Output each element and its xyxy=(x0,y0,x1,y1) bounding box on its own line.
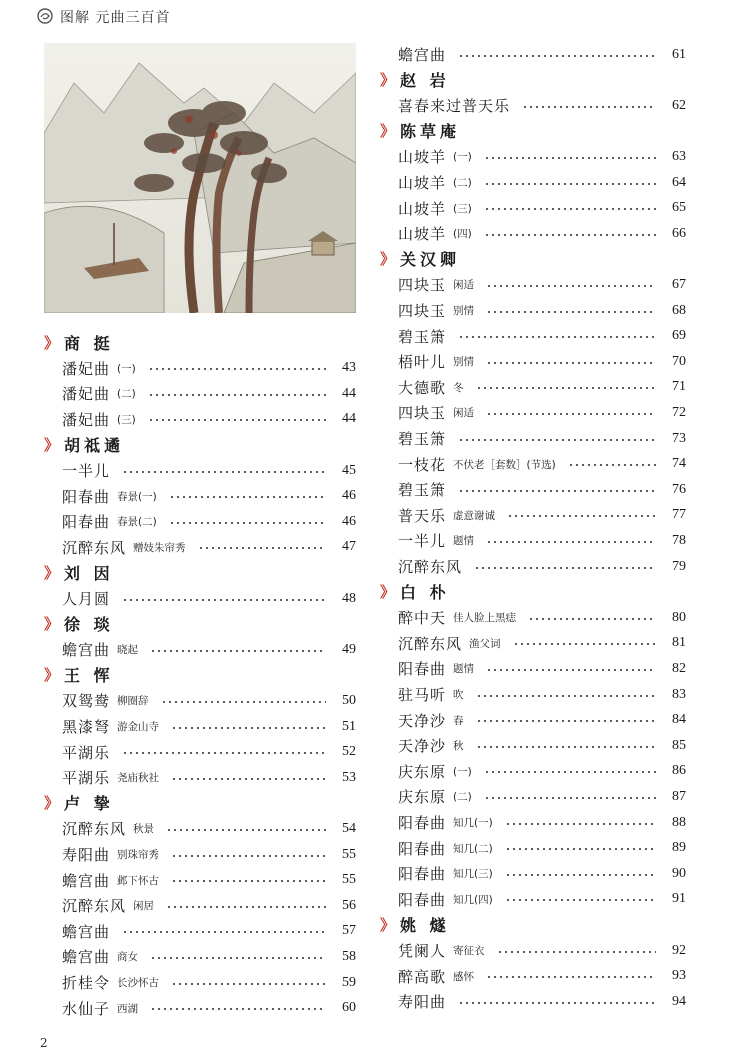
toc-entry[interactable] xyxy=(398,375,686,400)
dot-leader xyxy=(171,855,326,857)
entry-title: 凭阑人 xyxy=(398,942,447,960)
entry-page-number: 58 xyxy=(342,948,356,964)
entry-title: 蟾宫曲 xyxy=(62,641,111,660)
entry-title: 黑漆弩 xyxy=(62,718,111,736)
toc-entry[interactable] xyxy=(62,868,356,893)
dot-leader xyxy=(148,419,326,421)
toc-entry[interactable] xyxy=(398,503,686,528)
entry-subtitle: 游金山寺 xyxy=(117,721,160,733)
toc-entry[interactable] xyxy=(398,298,686,323)
entry-subtitle: (三) xyxy=(453,202,472,215)
entry-page-number: 45 xyxy=(342,462,356,478)
entry-page-number: 71 xyxy=(672,379,686,395)
section-marker-icon: 》 xyxy=(44,794,60,813)
entry-subtitle: 知几(一) xyxy=(453,817,493,829)
entry-subtitle: 秋 xyxy=(453,740,464,753)
author-name: 赵 岩 xyxy=(400,71,450,91)
section-marker-icon: 》 xyxy=(44,333,60,352)
entry-title: 阳春曲 xyxy=(62,487,111,506)
entry-title: 蟾宫曲 xyxy=(62,948,111,967)
entry-subtitle: 春景(二) xyxy=(117,516,157,529)
dot-leader xyxy=(148,394,326,396)
dot-leader xyxy=(122,471,326,473)
entry-page-number: 83 xyxy=(672,686,686,702)
entry-subtitle: 闲适 xyxy=(453,407,475,420)
dot-leader xyxy=(458,490,656,492)
entry-page-number: 59 xyxy=(342,974,356,990)
author-heading xyxy=(380,912,450,936)
entry-page-number: 89 xyxy=(672,840,686,856)
toc-entry[interactable] xyxy=(398,682,686,707)
entry-title: 醉中天 xyxy=(398,609,447,628)
entry-subtitle: (一) xyxy=(453,151,472,164)
entry-title: 蟾宫曲 xyxy=(62,871,111,890)
toc-entry[interactable] xyxy=(62,688,356,713)
entry-page-number: 93 xyxy=(672,968,686,984)
toc-entry[interactable] xyxy=(398,836,686,861)
entry-title: 平湖乐 xyxy=(62,743,111,762)
entry-title: 蟾宫曲 xyxy=(398,46,447,64)
entry-subtitle: (一) xyxy=(117,362,136,375)
toc-entry[interactable] xyxy=(398,605,686,630)
dot-leader xyxy=(505,899,656,901)
entry-title: 山坡羊 xyxy=(398,225,447,244)
entry-page-number: 53 xyxy=(342,769,356,785)
dot-leader xyxy=(484,183,656,185)
landscape-painting xyxy=(44,43,356,313)
entry-page-number: 56 xyxy=(342,897,356,913)
page-number: 2 xyxy=(40,1036,48,1050)
section-marker-icon: 》 xyxy=(380,583,396,602)
entry-subtitle: 西湖 xyxy=(117,1002,139,1015)
entry-page-number: 61 xyxy=(672,46,686,62)
entry-page-number: 68 xyxy=(672,302,686,318)
entry-page-number: 90 xyxy=(672,865,686,881)
dot-leader xyxy=(166,906,326,908)
dot-leader xyxy=(505,874,656,876)
entry-subtitle: (二) xyxy=(453,177,472,189)
toc-entry[interactable] xyxy=(398,452,686,477)
dot-leader xyxy=(484,771,656,773)
entry-title: 潘妃曲 xyxy=(62,359,111,378)
entry-page-number: 87 xyxy=(672,788,686,804)
entry-title: 沉醉东风 xyxy=(62,538,127,557)
entry-page-number: 92 xyxy=(672,942,686,958)
toc-entry[interactable] xyxy=(398,144,686,169)
toc-entry[interactable] xyxy=(398,656,686,681)
toc-entry[interactable] xyxy=(62,944,356,969)
entry-page-number: 91 xyxy=(672,891,686,907)
dot-leader xyxy=(171,880,326,882)
toc-entry[interactable] xyxy=(398,784,686,809)
page-header xyxy=(0,0,750,30)
toc-entry[interactable] xyxy=(398,989,686,1014)
toc-entry[interactable] xyxy=(62,996,356,1021)
entry-page-number: 64 xyxy=(672,174,686,190)
entry-page-number: 50 xyxy=(342,692,356,708)
dot-leader xyxy=(458,336,656,338)
entry-subtitle: 渔父词 xyxy=(469,637,501,650)
section-marker-icon: 》 xyxy=(380,122,396,141)
toc-entry[interactable] xyxy=(398,887,686,912)
toc-entry[interactable] xyxy=(62,458,356,483)
entry-page-number: 60 xyxy=(342,1000,356,1016)
entry-title: 碧玉箫 xyxy=(398,481,447,500)
entry-page-number: 65 xyxy=(672,200,686,216)
entry-title: 山坡羊 xyxy=(398,174,447,192)
entry-title: 沉醉东风 xyxy=(62,820,127,839)
author-heading xyxy=(44,432,124,456)
entry-subtitle: 别珠帘秀 xyxy=(117,849,160,861)
entry-page-number: 63 xyxy=(672,148,686,164)
author-heading xyxy=(380,68,450,92)
dot-leader xyxy=(568,464,656,466)
dot-leader xyxy=(505,848,656,850)
entry-title: 山坡羊 xyxy=(398,199,447,218)
entry-title: 一枝花 xyxy=(398,455,447,474)
dot-leader xyxy=(513,643,656,645)
entry-title: 平湖乐 xyxy=(62,769,111,788)
author-name: 王 恽 xyxy=(64,666,114,686)
dot-leader xyxy=(486,541,656,543)
dot-leader xyxy=(486,362,656,364)
toc-entry[interactable] xyxy=(398,528,686,553)
toc-entry[interactable] xyxy=(398,324,686,349)
entry-title: 蟾宫曲 xyxy=(62,922,111,941)
section-marker-icon: 》 xyxy=(44,435,60,454)
entry-title: 一半儿 xyxy=(62,462,111,480)
dot-leader xyxy=(458,439,656,441)
entry-subtitle: 知几(二) xyxy=(453,842,493,855)
entry-page-number: 70 xyxy=(672,353,686,369)
entry-page-number: 55 xyxy=(342,872,356,888)
entry-page-number: 55 xyxy=(342,846,356,862)
toc-entry[interactable] xyxy=(398,759,686,784)
entry-subtitle: 商女 xyxy=(117,951,139,964)
dot-leader xyxy=(161,701,326,703)
entry-subtitle: (四) xyxy=(453,228,472,241)
toc-entry[interactable] xyxy=(62,842,356,867)
dot-leader xyxy=(484,157,656,159)
toc-entry[interactable] xyxy=(398,426,686,451)
section-marker-icon: 》 xyxy=(380,915,396,934)
entry-page-number: 62 xyxy=(672,97,686,113)
entry-page-number: 76 xyxy=(672,481,686,497)
entry-title: 天净沙 xyxy=(398,737,447,756)
section-marker-icon: 》 xyxy=(44,563,60,582)
dot-leader xyxy=(507,515,656,517)
toc-entry[interactable] xyxy=(398,196,686,221)
section-marker-icon: 》 xyxy=(380,250,396,269)
entry-subtitle: 知几(三) xyxy=(453,868,493,881)
author-heading xyxy=(44,612,114,636)
entry-subtitle: 虚意谢诚 xyxy=(453,509,496,522)
entry-page-number: 94 xyxy=(672,993,686,1009)
toc-entry[interactable] xyxy=(62,535,356,560)
section-marker-icon: 》 xyxy=(44,615,60,634)
toc-entry[interactable] xyxy=(398,272,686,297)
entry-title: 阳春曲 xyxy=(398,890,447,909)
dot-leader xyxy=(528,618,656,620)
toc-entry[interactable] xyxy=(62,893,356,918)
entry-page-number: 49 xyxy=(342,641,356,657)
toc-entry[interactable] xyxy=(62,740,356,765)
dot-leader xyxy=(169,522,326,524)
dot-leader xyxy=(458,55,656,57)
author-name: 胡祗遹 xyxy=(64,435,125,455)
dot-leader xyxy=(486,976,656,978)
toc-entry[interactable] xyxy=(62,714,356,739)
entry-subtitle: 邺下怀古 xyxy=(117,874,160,887)
entry-page-number: 78 xyxy=(672,532,686,548)
toc-entry[interactable] xyxy=(62,637,356,662)
dot-leader xyxy=(169,496,326,498)
entry-subtitle: 闲居 xyxy=(133,900,155,913)
entry-subtitle: 题情 xyxy=(453,663,475,676)
entry-title: 驻马听 xyxy=(398,686,447,704)
entry-title: 阳春曲 xyxy=(398,865,447,884)
entry-page-number: 73 xyxy=(672,430,686,446)
author-name: 白 朴 xyxy=(400,583,450,603)
author-name: 姚 燧 xyxy=(400,915,450,935)
entry-subtitle: 冬 xyxy=(453,381,464,394)
dot-leader xyxy=(476,387,656,389)
entry-page-number: 85 xyxy=(672,737,686,753)
author-name: 陈草庵 xyxy=(400,122,461,142)
author-heading xyxy=(380,119,460,143)
entry-subtitle: (三) xyxy=(117,413,136,426)
entry-title: 寿阳曲 xyxy=(398,993,447,1012)
toc-entry[interactable] xyxy=(62,509,356,534)
toc-entry[interactable] xyxy=(62,970,356,995)
dot-leader xyxy=(505,823,656,825)
author-heading xyxy=(44,560,114,584)
entry-title: 阳春曲 xyxy=(398,660,447,679)
entry-subtitle: 寄征衣 xyxy=(453,945,485,957)
toc-entry[interactable] xyxy=(398,93,686,118)
entry-subtitle: 题情 xyxy=(453,535,475,548)
entry-subtitle: 闲适 xyxy=(453,279,475,292)
toc-entry[interactable] xyxy=(398,554,686,579)
dot-leader xyxy=(486,413,656,415)
entry-subtitle: 别情 xyxy=(453,305,475,317)
entry-page-number: 54 xyxy=(342,820,356,836)
entry-page-number: 46 xyxy=(342,488,356,504)
entry-title: 一半儿 xyxy=(398,532,447,551)
entry-page-number: 47 xyxy=(342,539,356,555)
dot-leader xyxy=(497,951,656,953)
entry-title: 梧叶儿 xyxy=(398,353,447,372)
entry-page-number: 46 xyxy=(342,513,356,529)
entry-title: 阳春曲 xyxy=(62,513,111,532)
entry-title: 天净沙 xyxy=(398,711,447,730)
entry-title: 潘妃曲 xyxy=(62,410,111,429)
entry-subtitle: 秋景 xyxy=(133,823,155,836)
entry-subtitle: 晓起 xyxy=(117,644,139,657)
entry-subtitle: 别情 xyxy=(453,356,475,369)
toc-entry[interactable] xyxy=(398,631,686,656)
entry-title: 山坡羊 xyxy=(398,148,447,167)
toc-entry[interactable] xyxy=(398,938,686,963)
toc-entry[interactable] xyxy=(62,919,356,944)
entry-title: 沉醉东风 xyxy=(62,897,127,916)
entry-subtitle: 尧庙秋社 xyxy=(117,772,160,785)
dot-leader xyxy=(484,797,656,799)
author-name: 商 挺 xyxy=(64,333,114,353)
entry-title: 大德歌 xyxy=(398,378,447,397)
entry-title: 四块玉 xyxy=(398,276,447,295)
author-heading xyxy=(44,791,114,815)
entry-title: 醉高歌 xyxy=(398,967,447,986)
dot-leader xyxy=(171,727,326,729)
entry-page-number: 82 xyxy=(672,660,686,676)
dot-leader xyxy=(171,983,326,985)
entry-page-number: 44 xyxy=(342,385,356,401)
book-title: 图解 元曲三百首 xyxy=(60,10,171,26)
toc-entry[interactable] xyxy=(398,733,686,758)
dot-leader xyxy=(148,368,326,370)
entry-subtitle: 知几(四) xyxy=(453,893,493,906)
entry-subtitle: 赠妓朱帘秀 xyxy=(133,541,186,554)
dot-leader xyxy=(122,599,326,601)
entry-subtitle: (二) xyxy=(117,388,136,401)
toc-entry[interactable] xyxy=(62,407,356,432)
entry-page-number: 72 xyxy=(672,404,686,420)
dot-leader xyxy=(122,752,326,754)
entry-title: 沉醉东风 xyxy=(398,634,463,653)
entry-title: 碧玉箫 xyxy=(398,327,447,346)
entry-title: 普天乐 xyxy=(398,506,447,525)
entry-page-number: 48 xyxy=(342,590,356,606)
author-name: 徐 琰 xyxy=(64,615,114,635)
entry-title: 折桂令 xyxy=(62,974,111,992)
entry-title: 双鸳鸯 xyxy=(62,692,111,711)
toc-entry[interactable] xyxy=(398,477,686,502)
author-heading xyxy=(44,663,114,687)
entry-title: 四块玉 xyxy=(398,302,447,320)
dot-leader xyxy=(166,829,326,831)
dot-leader xyxy=(476,720,656,722)
dot-leader xyxy=(150,1008,326,1010)
entry-subtitle: 佳人脸上黑痣 xyxy=(453,612,517,625)
toc-entry[interactable] xyxy=(398,42,686,67)
entry-title: 寿阳曲 xyxy=(62,846,111,864)
toc-entry[interactable] xyxy=(62,765,356,790)
dot-leader xyxy=(150,650,326,652)
dot-leader xyxy=(486,669,656,671)
dot-leader xyxy=(198,547,326,549)
entry-page-number: 80 xyxy=(672,609,686,625)
entry-page-number: 67 xyxy=(672,276,686,292)
toc-entry[interactable] xyxy=(398,170,686,195)
entry-page-number: 51 xyxy=(342,718,356,734)
toc-entry[interactable] xyxy=(398,810,686,835)
author-name: 刘 因 xyxy=(64,563,114,583)
toc-entry[interactable] xyxy=(398,400,686,425)
entry-subtitle: 不伏老［套数］(节选) xyxy=(453,458,556,471)
dot-leader xyxy=(476,746,656,748)
dot-leader xyxy=(484,234,656,236)
dot-leader xyxy=(522,106,656,108)
dot-leader xyxy=(474,567,656,569)
entry-title: 庆东原 xyxy=(398,762,447,781)
entry-subtitle: 长沙怀古 xyxy=(117,977,160,989)
author-heading xyxy=(380,580,450,604)
author-heading xyxy=(380,247,460,271)
entry-title: 喜春来过普天乐 xyxy=(398,97,511,116)
toc-entry[interactable] xyxy=(398,221,686,246)
entry-title: 水仙子 xyxy=(62,999,111,1018)
entry-page-number: 86 xyxy=(672,763,686,779)
entry-page-number: 77 xyxy=(672,507,686,523)
entry-page-number: 52 xyxy=(342,744,356,760)
entry-page-number: 81 xyxy=(672,635,686,651)
toc-entry[interactable] xyxy=(398,349,686,374)
section-marker-icon: 》 xyxy=(380,71,396,90)
entry-page-number: 69 xyxy=(672,328,686,344)
entry-title: 潘妃曲 xyxy=(62,385,111,404)
toc-entry[interactable] xyxy=(398,861,686,886)
toc-entry[interactable] xyxy=(398,964,686,989)
dot-leader xyxy=(171,778,326,780)
entry-subtitle: 柳圈辞 xyxy=(117,695,149,708)
entry-page-number: 88 xyxy=(672,814,686,830)
toc-entry[interactable] xyxy=(62,356,356,381)
section-marker-icon: 》 xyxy=(44,666,60,685)
entry-title: 庆东原 xyxy=(398,788,447,807)
dot-leader xyxy=(486,311,656,313)
dot-leader xyxy=(476,695,656,697)
entry-page-number: 79 xyxy=(672,558,686,574)
toc-entry[interactable] xyxy=(398,708,686,733)
entry-subtitle: (二) xyxy=(453,791,472,804)
entry-page-number: 66 xyxy=(672,225,686,241)
toc-entry[interactable] xyxy=(62,816,356,841)
entry-subtitle: 感怀 xyxy=(453,970,475,983)
toc-entry[interactable] xyxy=(62,484,356,509)
entry-page-number: 44 xyxy=(342,411,356,427)
author-name: 关汉卿 xyxy=(400,250,461,270)
dot-leader xyxy=(150,957,326,959)
toc-entry[interactable] xyxy=(62,381,356,406)
swirl-logo-icon xyxy=(36,7,54,25)
author-name: 卢 挚 xyxy=(64,794,114,814)
entry-subtitle: 春 xyxy=(453,714,464,727)
dot-leader xyxy=(122,931,326,933)
entry-title: 碧玉箫 xyxy=(398,430,447,448)
entry-title: 人月圆 xyxy=(62,590,111,608)
dot-leader xyxy=(486,285,656,287)
entry-subtitle: 吹 xyxy=(453,689,464,701)
entry-subtitle: 春景(一) xyxy=(117,490,157,503)
entry-title: 沉醉东风 xyxy=(398,558,463,576)
dot-leader xyxy=(458,1002,656,1004)
entry-page-number: 84 xyxy=(672,712,686,728)
entry-title: 阳春曲 xyxy=(398,814,447,832)
toc-entry[interactable] xyxy=(62,586,356,611)
entry-page-number: 74 xyxy=(672,456,686,472)
author-heading xyxy=(44,330,114,354)
entry-title: 阳春曲 xyxy=(398,839,447,858)
entry-page-number: 43 xyxy=(342,360,356,376)
entry-subtitle: (一) xyxy=(453,765,472,778)
entry-page-number: 57 xyxy=(342,923,356,939)
dot-leader xyxy=(484,208,656,210)
entry-title: 四块玉 xyxy=(398,404,447,423)
